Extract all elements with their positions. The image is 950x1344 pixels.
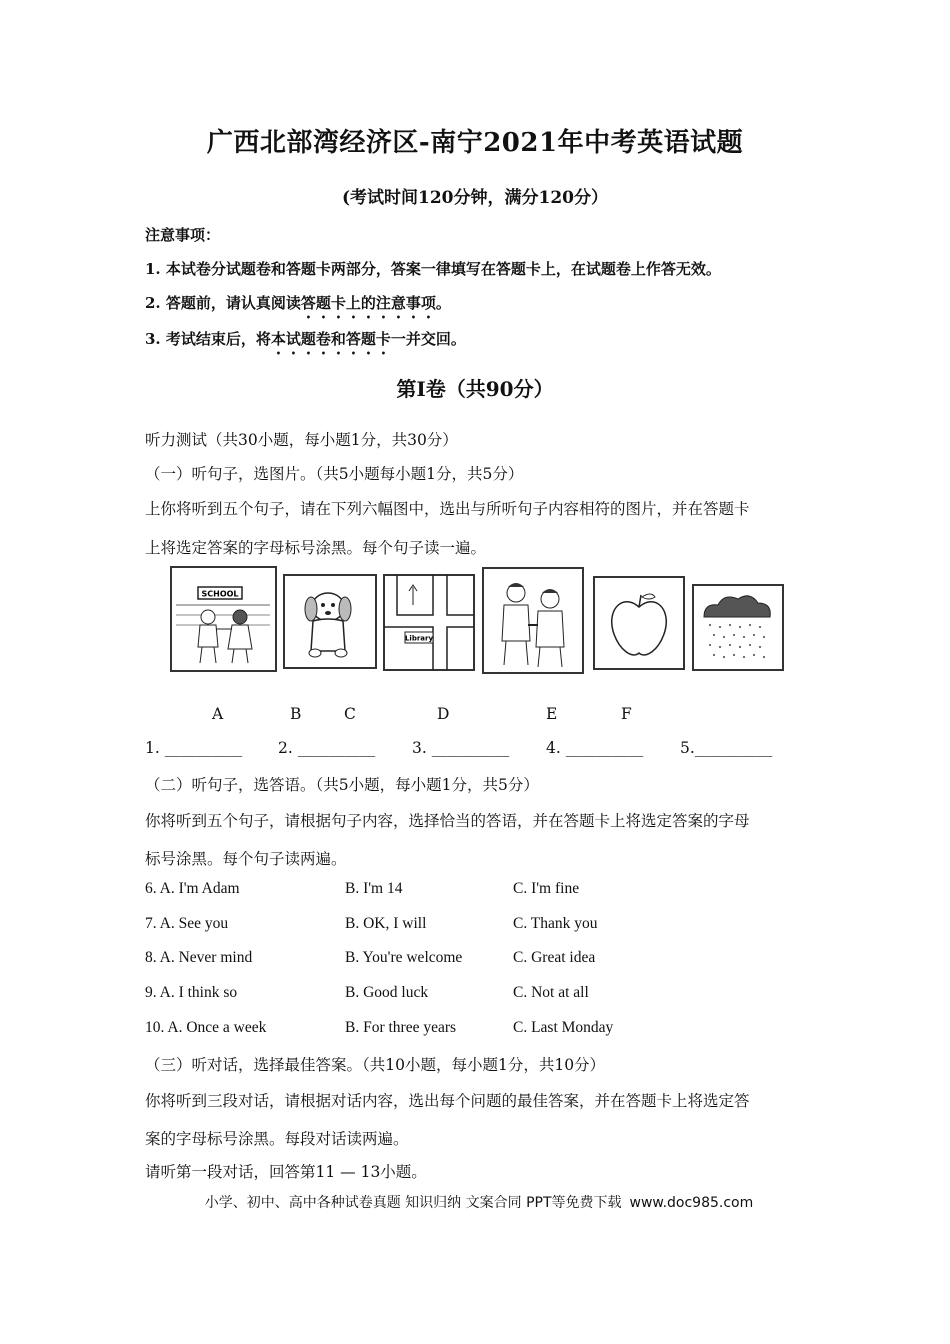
notice-item-2 bbox=[145, 292, 451, 322]
answer-blank-2[interactable]: 2. __________ bbox=[278, 739, 376, 757]
section2-instruction-1: 你将听到五个句子，请根据句子内容，选择恰当的答语，并在答题卡上将选定答案的字母 bbox=[145, 812, 750, 830]
section1-instruction-1: 上你将听到五个句子，请在下列六幅图中，选出与所听句子内容相符的图片，并在答题卡 bbox=[145, 500, 750, 518]
part1-title: 第Ⅰ卷（共90分） bbox=[396, 377, 554, 401]
exam-subtitle: (考试时间120分钟，满分120分） bbox=[341, 188, 608, 208]
notice-item-3-post: 一并交回。 bbox=[390, 330, 466, 348]
notice-heading: 注意事项： bbox=[145, 226, 221, 244]
picture-strip bbox=[170, 565, 785, 677]
notice-item-3 bbox=[145, 328, 466, 358]
question-9-option-b: B. Good luck bbox=[345, 984, 429, 1001]
question-6-option-b: B. I'm 14 bbox=[345, 880, 403, 897]
rain-cloud-icon bbox=[693, 585, 783, 670]
question-9-option-a: 9. A. I think so bbox=[145, 984, 238, 1001]
question-7-option-c: C. Thank you bbox=[513, 915, 598, 932]
puppy-icon bbox=[284, 575, 376, 668]
question-7-option-b: B. OK, I will bbox=[345, 915, 427, 932]
question-8-option-a: 8. A. Never mind bbox=[145, 949, 253, 966]
answer-blank-1[interactable]: 1. __________ bbox=[145, 739, 243, 757]
apple-icon bbox=[594, 577, 684, 669]
section3-instruction-2: 案的字母标号涂黑。每段对话读两遍。 bbox=[145, 1130, 409, 1148]
answer-blank-3[interactable]: 3. __________ bbox=[412, 739, 510, 757]
school-sign-text: SCHOOL bbox=[201, 589, 239, 599]
question-10-option-c: C. Last Monday bbox=[513, 1019, 614, 1036]
answer-blank-4[interactable]: 4. __________ bbox=[546, 739, 644, 757]
map-library-icon bbox=[384, 575, 474, 670]
picture-label-c: C bbox=[344, 705, 356, 723]
picture-label-d: D bbox=[437, 705, 450, 723]
section3-first-dialogue: 请听第一段对话，回答第11 — 13小题。 bbox=[145, 1163, 427, 1181]
footer-url[interactable]: www.doc985.com bbox=[629, 1195, 754, 1211]
question-8-option-b: B. You're welcome bbox=[345, 949, 463, 966]
picture-label-e: E bbox=[546, 705, 558, 723]
question-8-option-c: C. Great idea bbox=[513, 949, 596, 966]
notice-item-3-emph: 本试题卷和答题卡 bbox=[270, 330, 391, 348]
question-9-option-c: C. Not at all bbox=[513, 984, 589, 1001]
notice-item-2-post: 。 bbox=[435, 294, 451, 312]
answer-blank-5[interactable]: 5.__________ bbox=[680, 739, 773, 757]
question-6-option-a: 6. A. I'm Adam bbox=[145, 880, 240, 897]
section3-instruction-1: 你将听到三段对话，请根据对话内容，选出每个问题的最佳答案，并在答题卡上将选定答 bbox=[145, 1092, 750, 1110]
question-7-option-a: 7. A. See you bbox=[145, 915, 229, 932]
question-6-option-c: C. I'm fine bbox=[513, 880, 580, 897]
footer-text: 小学、初中、高中各种试卷真题 知识归纳 文案合同 PPT等免费下载 bbox=[204, 1195, 622, 1211]
section2-title: （二）听句子，选答语。（共5小题，每小题1分，共5分） bbox=[145, 776, 539, 794]
notice-item-2-pre: 2. 答题前，请认真阅读 bbox=[145, 294, 301, 312]
listening-header: 听力测试（共30小题，每小题1分，共30分） bbox=[145, 431, 458, 449]
section2-instruction-2: 标号涂黑。每个句子读两遍。 bbox=[145, 850, 347, 868]
question-10-option-a: 10. A. Once a week bbox=[145, 1019, 267, 1036]
exam-title: 广西北部湾经济区-南宁2021年中考英语试题 bbox=[206, 128, 744, 158]
notice-item-3-pre: 3. 考试结束后，将 bbox=[145, 330, 271, 348]
handshake-icon bbox=[483, 568, 583, 673]
notice-item-1: 1. 本试卷分试题卷和答题卡两部分，答案一律填写在答题卡上，在试题卷上作答无效。 bbox=[145, 260, 721, 278]
page-footer bbox=[0, 1192, 950, 1212]
section1-title: （一）听句子，选图片。（共5小题每小题1分，共5分） bbox=[145, 465, 524, 483]
section3-title: （三）听对话，选择最佳答案。（共10小题，每小题1分，共10分） bbox=[145, 1056, 606, 1074]
picture-label-f: F bbox=[621, 705, 632, 723]
library-sign-text: Library bbox=[404, 634, 434, 643]
school-kids-icon bbox=[171, 567, 276, 671]
question-10-option-b: B. For three years bbox=[345, 1019, 457, 1036]
picture-label-b: B bbox=[290, 705, 302, 723]
picture-label-a: A bbox=[212, 705, 224, 723]
notice-item-2-emph: 答题卡上的注意事项 bbox=[300, 294, 436, 312]
section1-instruction-2: 上将选定答案的字母标号涂黑。每个句子读一遍。 bbox=[145, 539, 487, 557]
